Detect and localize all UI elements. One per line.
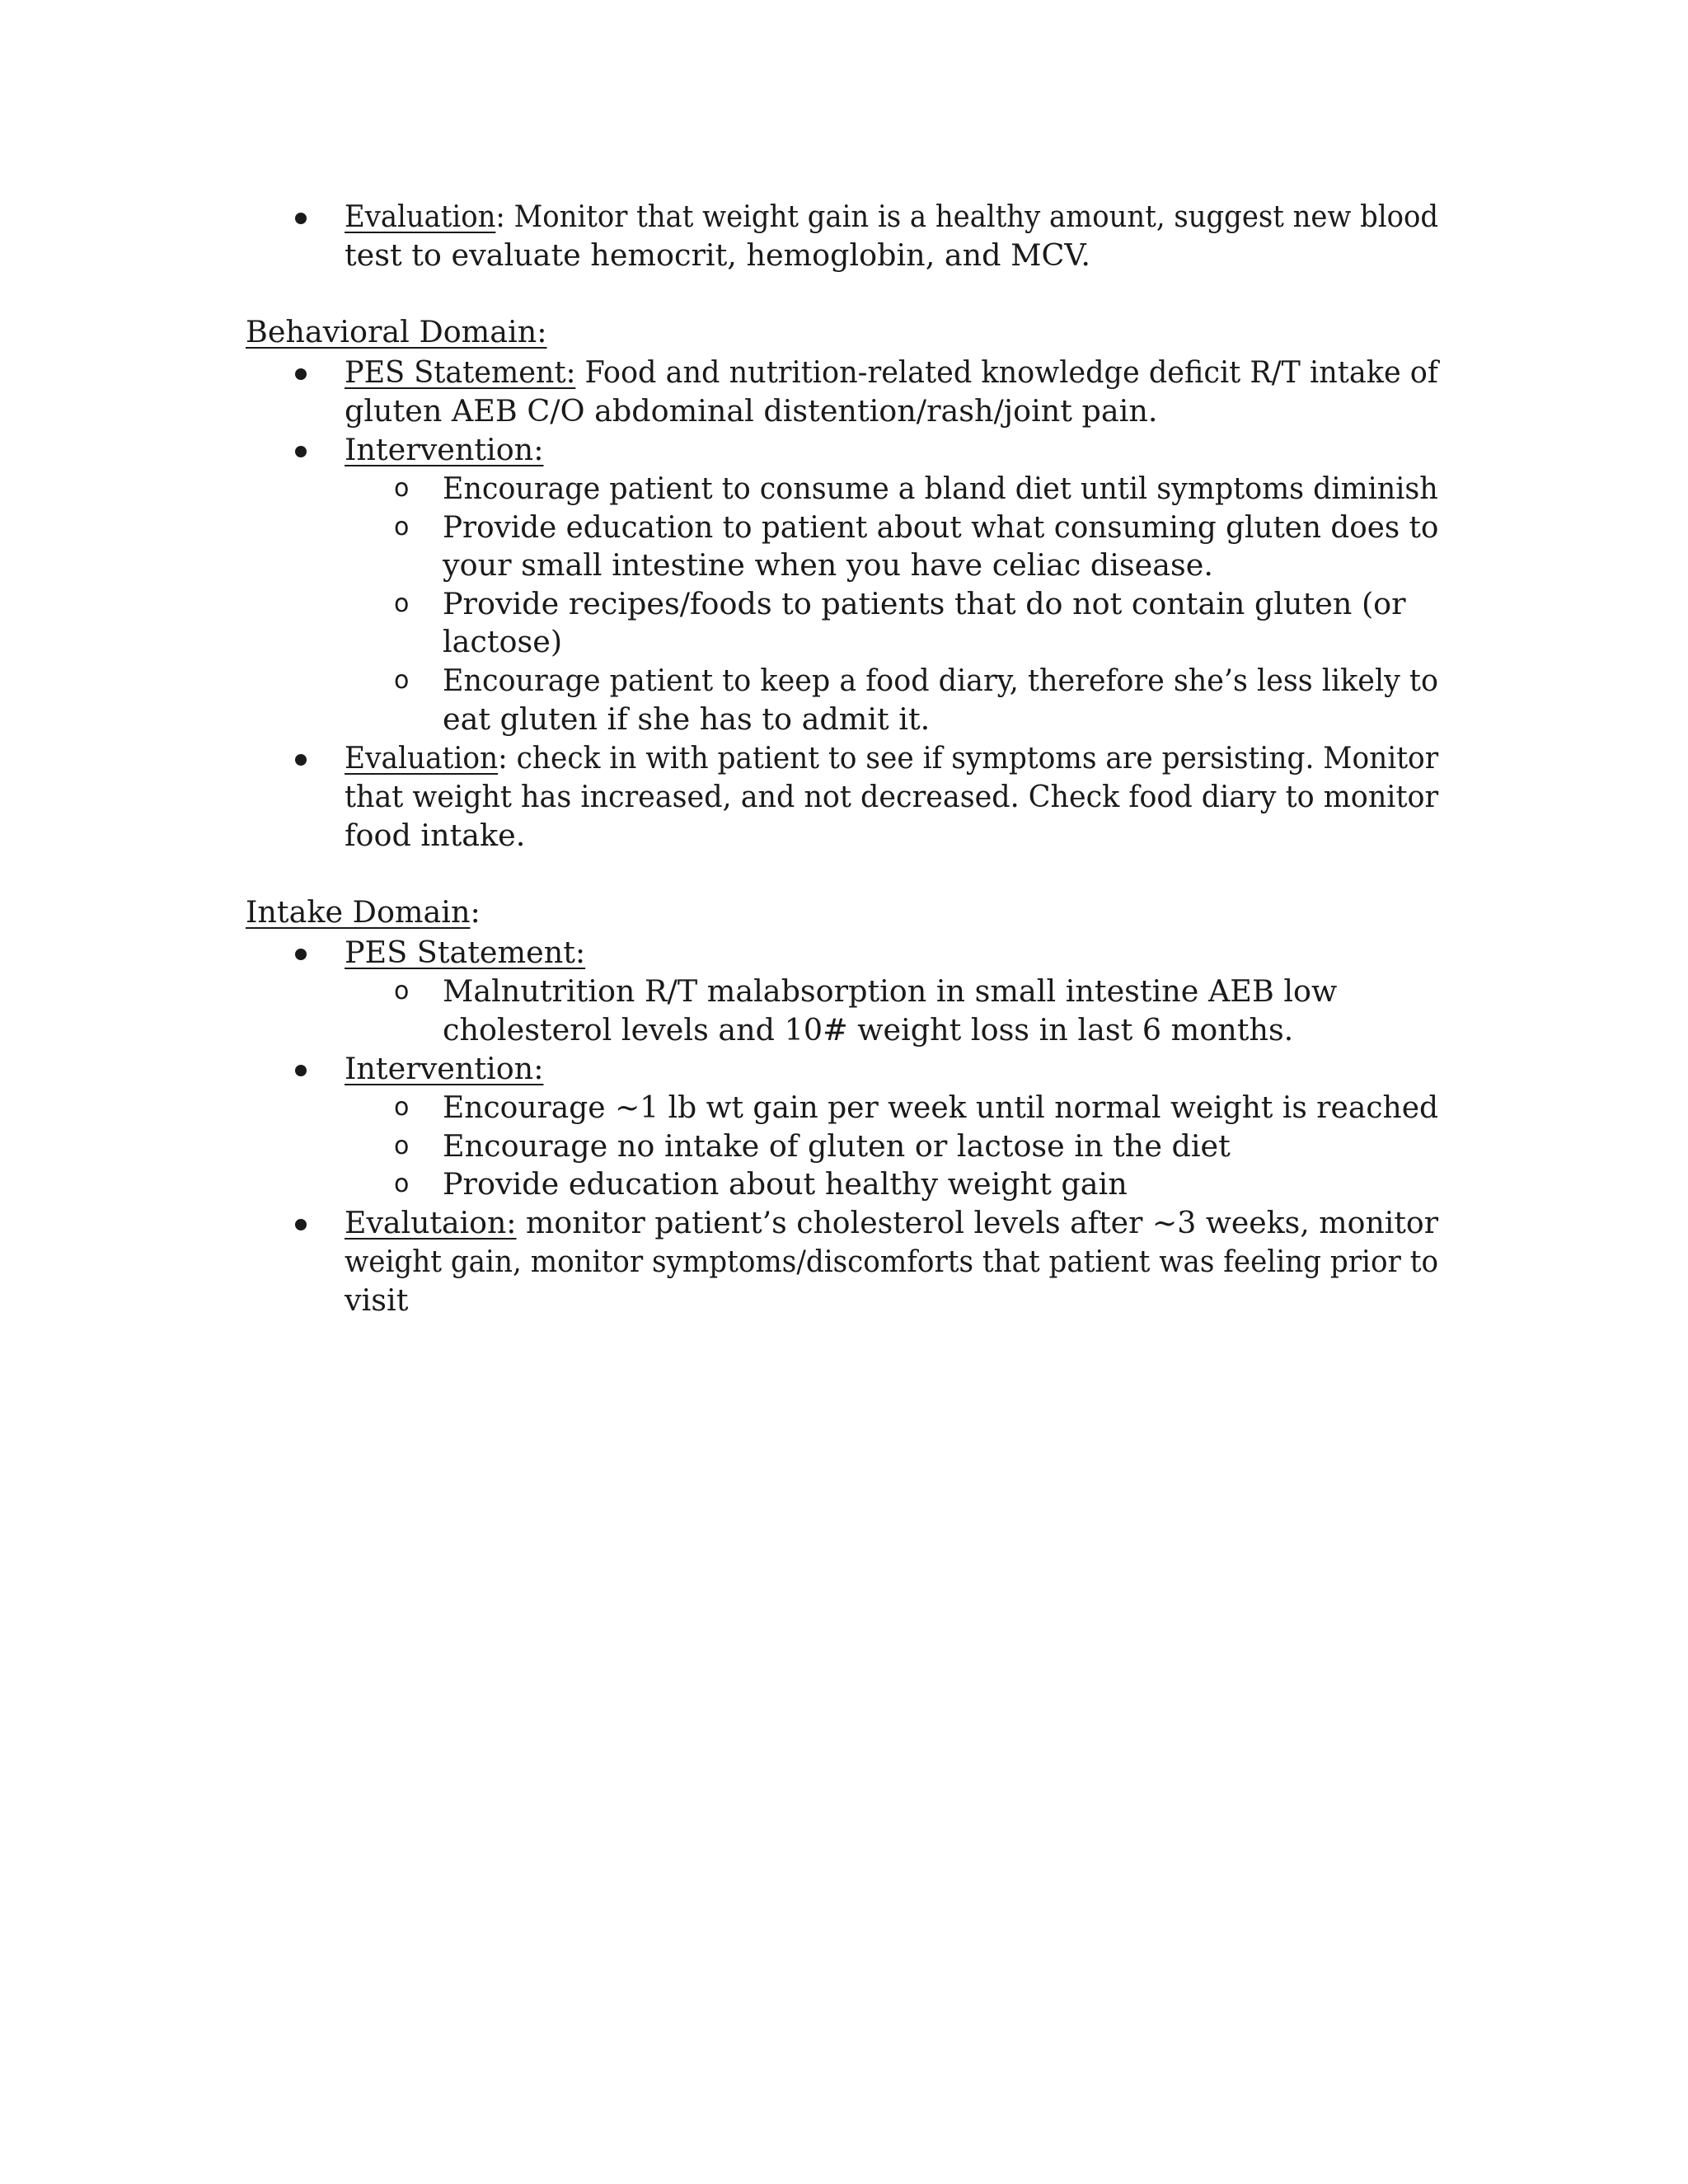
evaluation-text: monitor patient’s cholesterol levels after ~3 weeks, monitor <box>516 1205 1439 1240</box>
intervention-item: Encourage patient to consume a bland diet until symptoms diminish <box>443 471 1438 506</box>
pes-item-cont: cholesterol levels and 10# weight loss in last 6 months. <box>443 1012 1294 1047</box>
behavioral-evaluation-line-1 <box>345 739 1438 777</box>
circle-bullet-icon: o <box>394 1093 410 1122</box>
bullet-icon <box>295 446 307 457</box>
circle-bullet-icon: o <box>394 1169 410 1198</box>
intake-evaluation-line-2: weight gain, monitor symptoms/discomforts that patient was feeling prior to <box>345 1244 1439 1279</box>
behavioral-pes-line-2: gluten AEB C/O abdominal distention/rash/joint pain. <box>345 393 1158 429</box>
intervention-label: Intervention: <box>345 1051 544 1086</box>
evaluation-text: : Monitor that weight gain is a healthy amount, suggest new blood <box>495 199 1439 234</box>
bullet-icon <box>295 368 307 380</box>
evaluation-label: Evaluation <box>345 199 496 234</box>
behavioral-evaluation-line-2: that weight has increased, and not decreased. Check food diary to monitor <box>345 779 1439 814</box>
intervention-item: Provide education to patient about what consuming gluten does to <box>443 509 1439 545</box>
intervention-item: Encourage no intake of gluten or lactose in the diet <box>443 1128 1231 1164</box>
behavioral-evaluation-line-3: food intake. <box>345 818 526 853</box>
intervention-item: Encourage patient to keep a food diary, therefore she’s less likely to <box>443 663 1438 698</box>
intake-domain-heading-suffix: : <box>470 894 481 930</box>
intervention-item-cont: lactose) <box>443 624 563 659</box>
circle-bullet-icon: o <box>394 1132 410 1160</box>
behavioral-domain-heading: Behavioral Domain: <box>246 314 547 349</box>
intervention-label: Intervention: <box>345 432 544 467</box>
circle-bullet-icon: o <box>394 513 410 541</box>
bullet-icon <box>295 949 307 960</box>
pes-statement-label: PES Statement: <box>345 354 576 390</box>
evaluation-line-1 <box>345 198 1438 236</box>
pes-statement-label: PES Statement: <box>345 935 586 970</box>
circle-bullet-icon: o <box>394 666 410 695</box>
circle-bullet-icon: o <box>394 977 410 1005</box>
evaluation-label: Evaluation <box>345 740 499 776</box>
intervention-item: Encourage ~1 lb wt gain per week until normal weight is reached <box>443 1090 1439 1125</box>
circle-bullet-icon: o <box>394 589 410 618</box>
evaluation-line-2: test to evaluate hemocrit, hemoglobin, and MCV. <box>345 237 1091 273</box>
evaluation-text: : check in with patient to see if symptoms are persisting. Monitor <box>498 740 1439 776</box>
intervention-item: Provide recipes/foods to patients that do not contain gluten (or <box>443 586 1406 621</box>
intake-evaluation-line-3: visit <box>345 1282 409 1318</box>
circle-bullet-icon: o <box>394 474 410 503</box>
intake-domain-heading <box>246 893 481 931</box>
evaluation-label: Evalutaion: <box>345 1205 517 1240</box>
intake-evaluation-line-1 <box>345 1204 1438 1242</box>
pes-item: Malnutrition R/T malabsorption in small intestine AEB low <box>443 973 1338 1009</box>
bullet-icon <box>295 1219 307 1230</box>
intervention-item: Provide education about healthy weight gain <box>443 1166 1128 1202</box>
intervention-item-cont: eat gluten if she has to admit it. <box>443 701 931 737</box>
behavioral-pes-line-1 <box>345 354 1438 391</box>
bullet-icon <box>295 754 307 766</box>
intake-domain-heading-text: Intake Domain <box>246 894 471 930</box>
bullet-icon <box>295 1065 307 1076</box>
bullet-icon <box>295 213 307 224</box>
pes-statement-text: Food and nutrition-related knowledge deficit R/T intake of <box>575 354 1438 390</box>
intervention-item-cont: your small intestine when you have celiac disease. <box>443 547 1213 583</box>
